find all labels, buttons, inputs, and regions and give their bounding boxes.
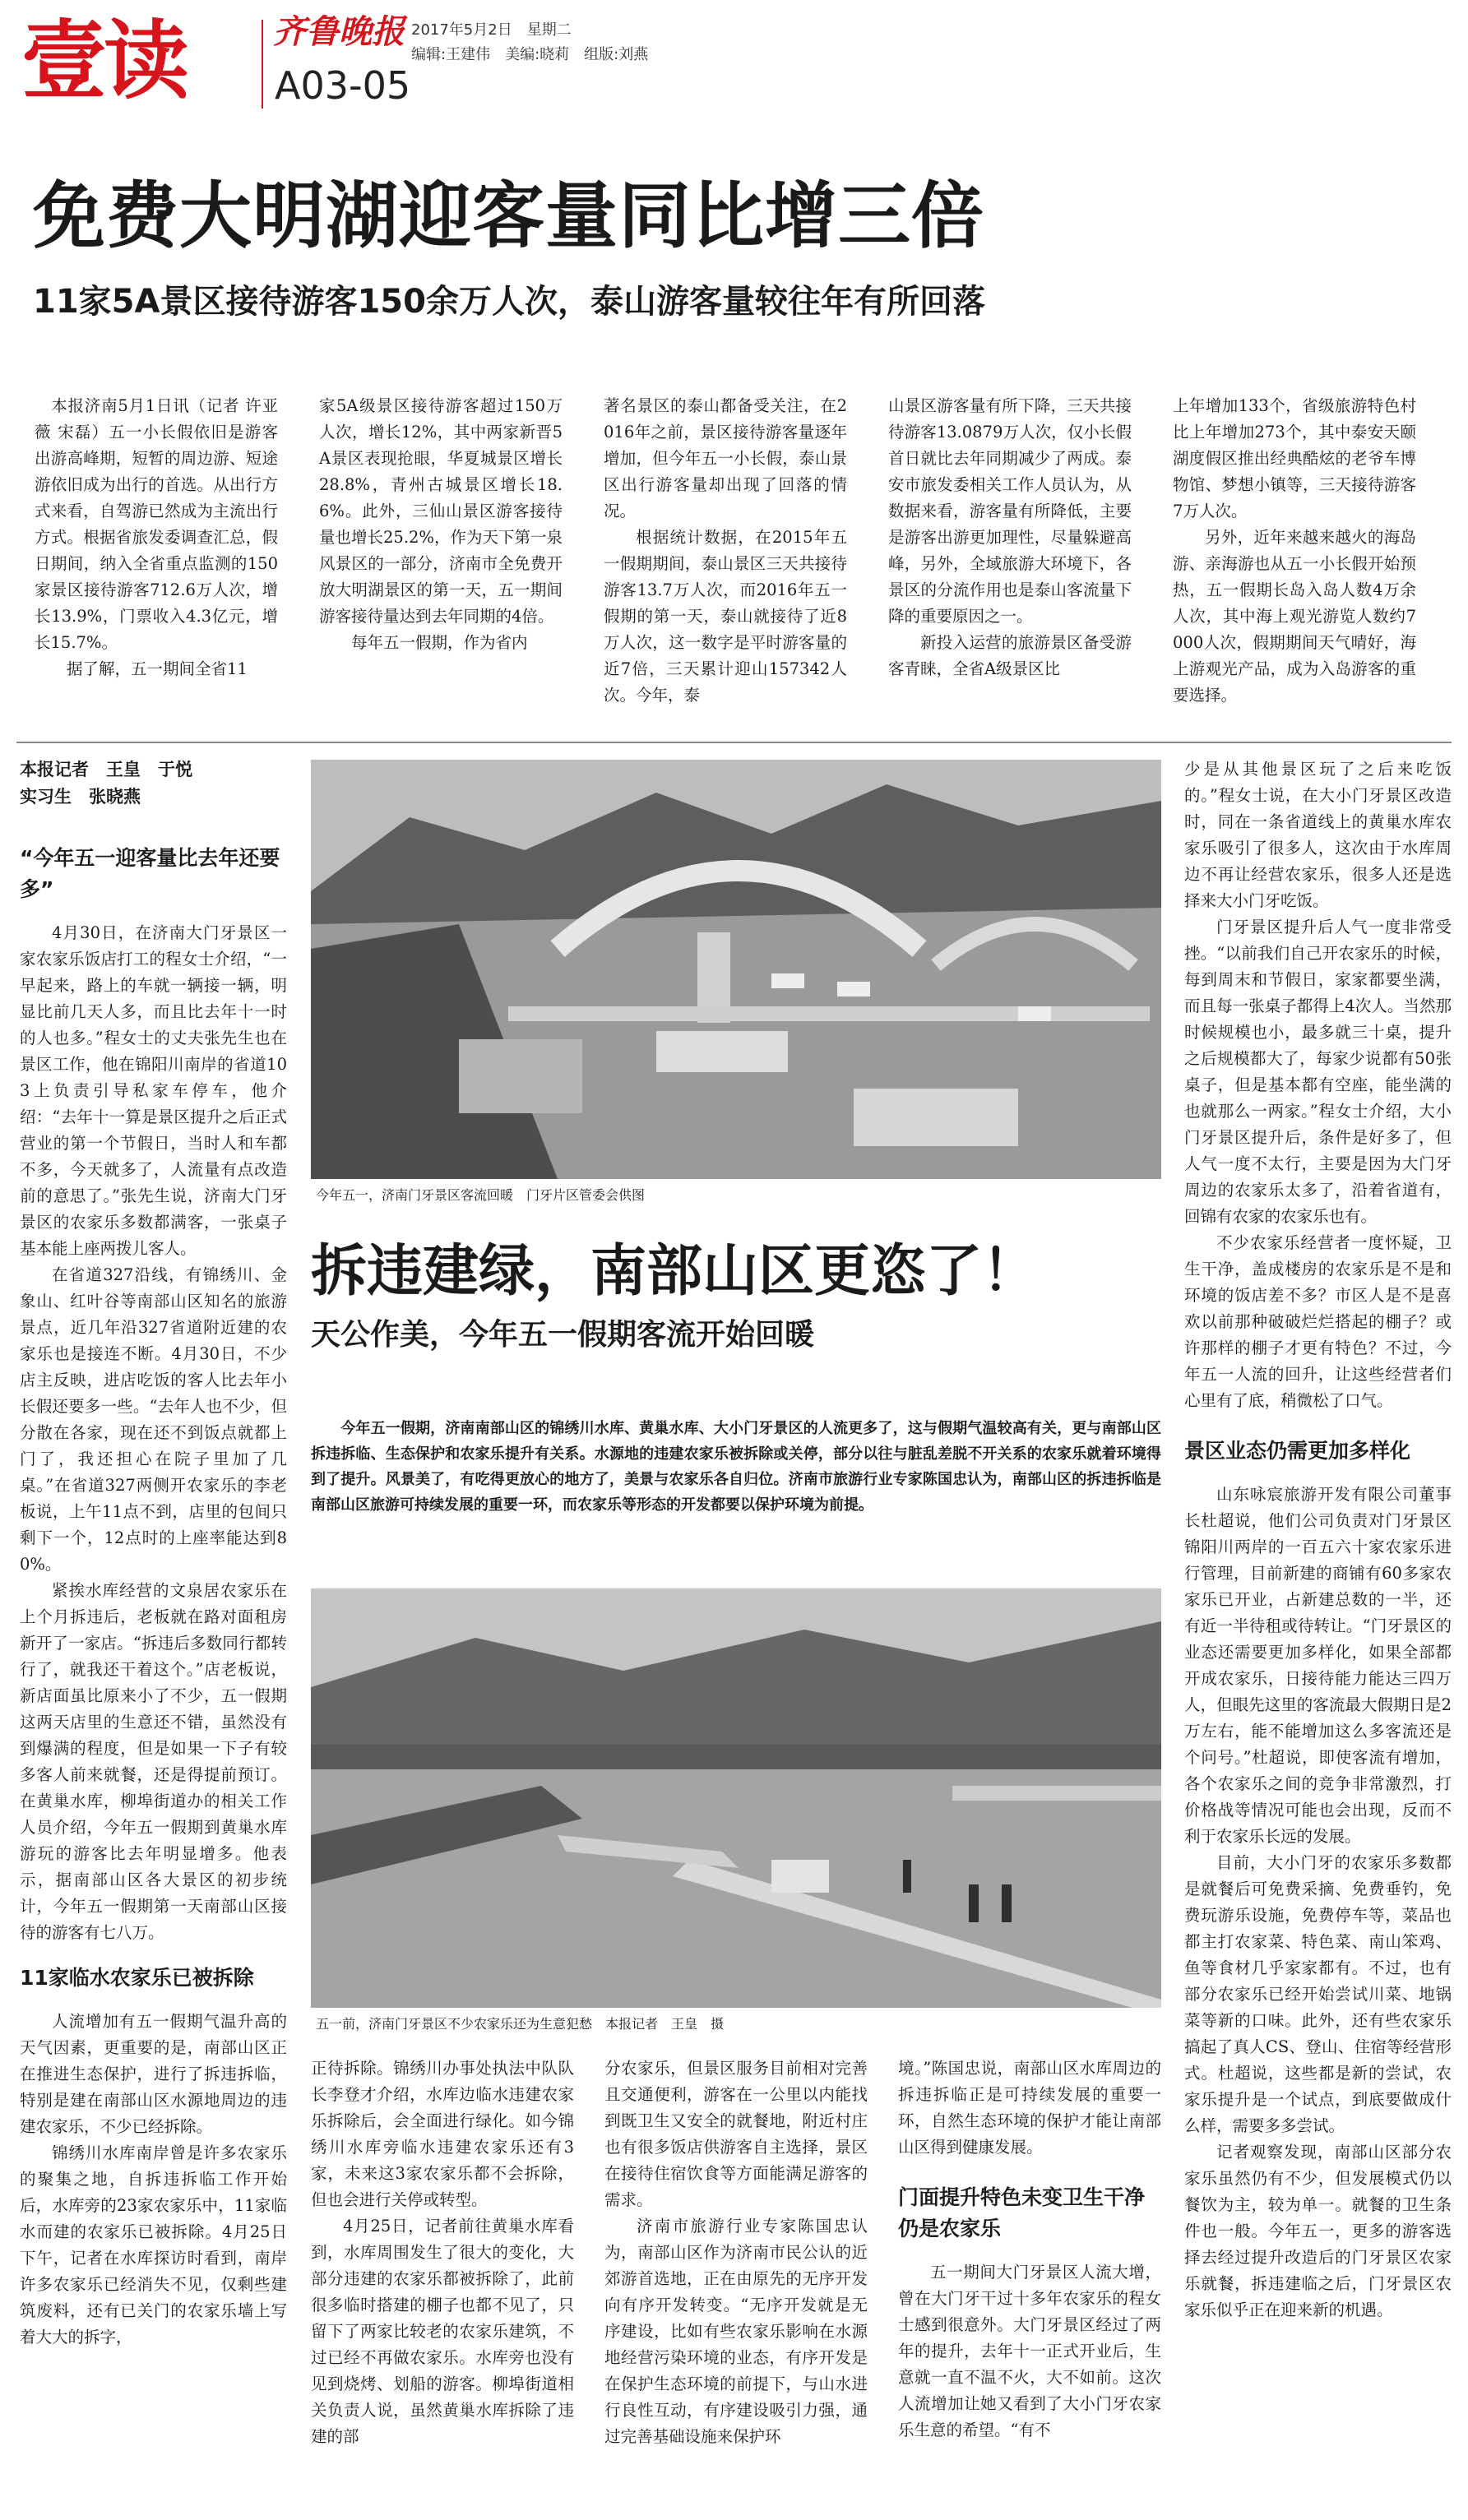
paragraph: 正待拆除。锦绣川办事处执法中队队长李登才介绍，水库边临水违建农家乐拆除后，会全面进行绿化。如今锦绣川水库旁临水违建农家乐还有3家，未来这3家农家乐都不会拆除，但也会进行关停或转型。 [311,2059,574,2209]
subheading: “今年五一迎客量比去年还要多” [20,846,280,901]
pier-image [311,1588,1161,2008]
story1-column-4 [888,393,1132,682]
section-divider [16,742,1452,743]
paragraph: 分农家乐，但景区服务目前相对完善且交通便利，游客在一公里以内能找到既卫生又安全的就餐地，附近村庄也有很多饭店供游客自主选择，景区在接待住宿饮食等方面能满足游客的需求。 [604,2059,868,2209]
paragraph: 济南市旅游行业专家陈国忠认为，南部山区作为济南市民公认的近郊游首选地，正在由原先的无序开发向有序开发转变。“无序开发就是无序建设，比如有些农家乐影响在水源地经营污染环境的业态，有序开发是在保护生态环境的前提下，与山水进行良性互动，有序建设吸引力强，通过完善基础设施来保护环 [604,2217,868,2446]
paragraph: 目前，大小门牙的农家乐多数都是就餐后可免费采摘、免费垂钓，免费玩游乐设施，免费停车等，菜品也都主打农家菜、特色菜、南山笨鸡、鱼等食材几乎家家都有。不过，也有部分农家乐已经开始尝试川菜、地锅菜等新的口味。此外，还有些农家乐搞起了真人CS、登山、住宿等经营形式。杜超说，这些都是新的尝试，农家乐提升是一个试点，到底要做成什么样，需要多多尝试。 [1184,1853,1452,2135]
story1-column-3 [604,393,847,709]
paragraph: 家5A级景区接待游客超过150万人次，增长12%，其中两家新晋5A景区表现抢眼，华夏城景区增长28.8%，青州古城景区增长18.6%。此外，三仙山景区游客接待量也增长25.2%，作为天下第一泉风景区的一部分，济南市全免费开放大明湖景区的第一天，五一期间游客接待量达到去年同期的4倍。 [319,396,563,626]
paragraph: 境。”陈国忠说，南部山区水库周边的拆违拆临正是可持续发展的重要一环，自然生态环境的保护才能让南部山区得到健康发展。 [898,2059,1161,2157]
story2-headline: 拆违建绿，南部山区更恣了！ [311,1239,1039,1304]
lake-boats-image [311,760,1161,1179]
paragraph: 门牙景区提升后人气一度非常受挫。“以前我们自己开农家乐的时候，每到周末和节假日，家家都要坐满，而且每一张桌子都得上4次人。当然那时候规模也小，最多就三十桌，提升之后规模都大了，每家少说都有50张桌子，但是基本都有空座，能坐满的也就那么一两家。”程女士介绍，大小门牙景区提升后，条件是好多了，但人气一度不太行，主要是因为大门牙周边的农家乐太多了，沿着省道有，回锦有农家的农家乐也有。 [1184,918,1452,1226]
photo1-caption: 今年五一，济南门牙景区客流回暖 门牙片区管委会供图 [316,1187,646,1203]
paragraph: 记者观察发现，南部山区部分农家乐虽然仍有不少，但发展模式仍以餐饮为主，较为单一。就餐的卫生条件也一般。今年五一，更多的游客选择去经过提升改造后的门牙景区农家乐就餐，拆违建临之后，门牙景区农家乐似乎正在迎来新的机遇。 [1184,2143,1452,2319]
story2-reporters [20,756,266,811]
section-title: 壹读 [21,11,187,111]
issue-date: 2017年5月2日 星期二 [411,21,572,39]
story2-lead: 今年五一假期，济南南部山区的锦绣川水库、黄巢水库、大小门牙景区的人流更多了，这与假期气温较高有关，更与南部山区拆违拆临、生态保护和农家乐提升有关系。水源地的违建农家乐被拆除或关停，部分以往与脏乱差脱不开关系的农家乐就着环境得到了提升。风景美了，有吃得更放心的地方了，美景与农家乐各自归位。济南市旅游行业专家陈国忠认为，南部山区的拆违拆临是南部山区旅游可持续发展的重要一环，而农家乐等形态的开发都要以保护环境为前提。 [311,1420,1161,1514]
paragraph: 紧挨水库经营的文泉居农家乐在上个月拆违后，老板就在路对面租房新开了一家店。“拆违后多数同行都转行了，就我还干着这个。”店老板说，新店面虽比原来小了不少，五一假期这两天店里的生意还不错，虽然没有到爆满的程度，但是如果一下子有较多客人前来就餐，还是得提前预订。在黄巢水库，柳埠街道办的相关工作人员介绍，今年五一假期到黄巢水库游玩的游客比去年明显增多。他表示，据南部山区各大景区的初步统计，今年五一假期第一天南部山区接待的游客有七八万。 [20,1581,287,1942]
paragraph: 山景区游客量有所下降，三天共接待游客13.0879万人次，仅小长假首日就比去年同期减少了两成。泰安市旅发委相关工作人员认为，从数据来看，游客量有所降低，主要是游客出游更加理性，尽量躲避高峰，另外，全域旅游大环境下，各景区的分流作用也是泰山客流量下降的重要原因之一。 [888,396,1132,626]
paragraph: 锦绣川水库南岸曾是许多农家乐的聚集之地，自拆违拆临工作开始后，水库旁的23家农家乐中，11家临水而建的农家乐已被拆除。4月25日下午，记者在水库探访时看到，南岸许多农家乐已经消失不见，仅剩些建筑废料，还有已关门的农家乐墙上写着大大的拆字， [20,2143,287,2347]
paragraph: 人流增加有五一假期气温升高的天气因素，更重要的是，南部山区正在推进生态保护，进行了拆违拆临，特别是建在南部山区水源地周边的违建农家乐，不少已经拆除。 [20,2012,287,2136]
story2-bottom-column-3 [898,2055,1161,2444]
reporter-line: 本报记者 王皇 于悦 [20,760,192,779]
paragraph: 另外，近年来越来越火的海岛游、亲海游也从五一小长假开始预热，五一假期长岛入岛人数4万余人次，其中海上观光游览人数约7000人次，假期期间天气晴好，海上游观光产品，成为入岛游客的重要选择。 [1173,528,1416,705]
paragraph: 根据统计数据，在2015年五一假期期间，泰山景区三天共接待游客13.7万人次，而2016年五一假期的第一天，泰山就接待了近8万人次，这一数字是平时游客量的近7倍，三天累计迎山157342人次。今年，泰 [604,528,847,705]
photo-pier [311,1588,1161,2008]
header-divider [262,20,263,109]
story2-right-column [1184,756,1452,2323]
paragraph: 4月25日，记者前往黄巢水库看到，水库周围发生了很大的变化，大部分违建的农家乐都被拆除了，此前很多临时搭建的棚子也都不见了，只留下了两家比较老的农家乐建筑，不过已经不再做农家乐。水库旁也没有见到烧烤、划船的游客。柳埠街道相关负责人说，虽然黄巢水库拆除了违建的部 [311,2217,574,2446]
paragraph: 在省道327沿线，有锦绣川、金象山、红叶谷等南部山区知名的旅游景点，近几年沿327省道附近建的农家乐也是接连不断。4月30日，不少店主反映，进店吃饭的客人比去年小长假还要多一些。“去年人也不少，但分散在各家，现在还不到饭点就都上门了，我还担心在院子里加了几桌。”在省道327两侧开农家乐的李老板说，上午11点不到，店里的包间只剩下一个，12点时的上座率能达到80%。 [20,1265,287,1574]
subheading: 景区业态仍需更加多样化 [1184,1439,1411,1463]
paragraph: 上年增加133个，省级旅游特色村比上年增加273个，其中泰安天颐湖度假区推出经典酷炫的老爷车博物馆、梦想小镇等，三天接待游客7万人次。 [1173,396,1416,520]
paragraph: 山东咏宸旅游开发有限公司董事长杜超说，他们公司负责对门牙景区锦阳川两岸的一百五六十家农家乐进行管理，目前新建的商铺有60多家农家乐已开业，占新建总数的一半，还有近一半待租或待转让。“门牙景区的业态还需要更加多样化，如果全部都开成农家乐，日接待能力能达三四万人，但眼先这里的客流最大假期日是2万左右，能不能增加这么多客流还是个问号。”杜超说，即使客流有增加，各个农家乐之间的竞争非常激烈，打价格战等情况可能也会出现，反而不利于农家乐长远的发展。 [1184,1485,1452,1846]
paragraph: 五一期间大门牙景区人流大增，曾在大门牙干过十多年农家乐的程女士感到很意外。大门牙景区经过了两年的提升，去年十一正式开业后，生意就一直不温不火，大不如前。这次人流增加让她又看到了大小门牙农家乐生意的希望。“有不 [898,2263,1161,2439]
paragraph: 著名景区的泰山都备受关注，在2016年之前，景区接待游客量逐年增加，但今年五一小长假，泰山景区出行游客量却出现了回落的情况。 [604,396,847,520]
story2-subhead: 天公作美，今年五一假期客流开始回暖 [311,1318,815,1352]
story1-column-2 [319,393,563,656]
paragraph: 少是从其他景区玩了之后来吃饭的。”程女士说，在大小门牙景区改造时，同在一条省道线上的黄巢水库农家乐吸引了很多人，这次由于水库周边不再让经营农家乐，很多人还是选择来大小门牙吃饭。 [1184,760,1452,910]
story2-left-column [20,843,287,2351]
page-number: A03-05 [275,63,411,108]
paragraph: 不少农家乐经营者一度怀疑，卫生干净，盖成楼房的农家乐是不是和环境的饭店差不多？市区人是不是喜欢以前那种破破烂烂搭起的棚子？或许那样的棚子才更有特色？不过，今年五一人流的回升，让这些经营者们心里有了底，稍微松了口气。 [1184,1233,1452,1410]
editor-credits: 编辑:王建伟 美编:晓莉 组版:刘燕 [411,46,649,63]
photo2-caption: 五一前，济南门牙景区不少农家乐还为生意犯愁 本报记者 王皇 摄 [316,2016,725,2032]
photo-lake-boats [311,760,1161,1179]
paragraph: 4月30日，在济南大门牙景区一家农家乐饭店打工的程女士介绍，“一早起来，路上的车就一辆接一辆，明显比前几天人多，而且比去年十一时的人也多。”程女士的丈夫张先生也在景区工作，他在锦阳川南岸的省道103上负责引导私家车停车，他介绍：“去年十一算是景区提升之后正式营业的第一个节假日，当时人和车都不多，今天就多了，人流量有点改造前的意思了。”张先生说，济南大门牙景区的农家乐多数都满客，一张桌子基本能上座两拨儿客人。 [20,923,287,1258]
paper-name: 齐鲁晚报 [273,12,405,51]
story2-bottom-column-2 [604,2055,868,2450]
story1-subhead: 11家5A景区接待游客150余万人次，泰山游客量较往年有所回落 [33,283,985,321]
paragraph: 每年五一假期，作为省内 [351,633,528,652]
section-logo [21,5,268,117]
story1-column-1 [35,393,278,682]
subheading: 11家临水农家乐已被拆除 [20,1966,254,1990]
reporter-line: 实习生 张晓燕 [20,787,141,807]
subheading: 门面提升特色未变卫生干净仍是农家乐 [898,2185,1146,2240]
story2-bottom-column-1 [311,2055,574,2450]
paragraph: 本报济南5月1日讯（记者 许亚薇 宋磊）五一小长假依旧是游客出游高峰期，短暂的周边游、短途游依旧成为出行的首选。从出行方式来看，自驾游已然成为主流出行方式。根据省旅发委调查汇总，假日期间，纳入全省重点监测的150家景区接待游客712.6万人次，增长13.9%，门票收入4.3亿元，增长15.7%。 [35,396,278,652]
story1-column-5 [1173,393,1416,709]
paragraph: 据了解，五一期间全省11 [67,659,248,678]
story1-headline: 免费大明湖迎客量同比增三倍 [33,173,985,258]
paragraph: 新投入运营的旅游景区备受游客青睐，全省A级景区比 [888,633,1132,678]
